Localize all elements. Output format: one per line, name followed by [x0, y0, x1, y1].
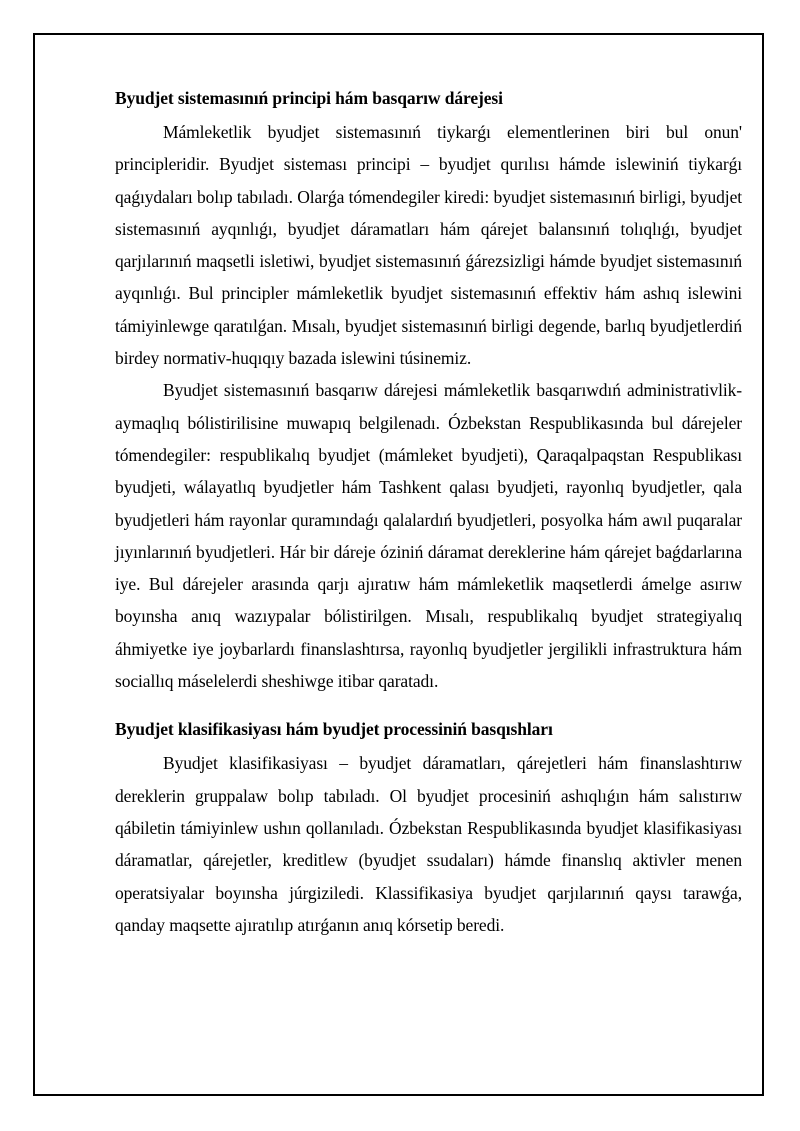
section-heading-budget-principles: Byudjet sistemasınıń principi hám basqarıw dárejesi [115, 88, 503, 108]
section-heading-budget-classification: Byudjet klasifikasiyası hám byudjet processiniń basqıshları [115, 719, 553, 740]
document-body [115, 86, 742, 941]
paragraph-budget-classification: Byudjet klasifikasiyası – byudjet dáramatları, qárejetleri hám finanslashtırıw dereklerin gruppalaw bolıp tabıladı. Ol byudjet procesiniń ashıqlıǵın hám salıstırıw qábiletin támiyinlew ushın qollanıladı. Ózbekstan Respublikasında byudjet klasifikasiyası dáramatlar, qárejetler, kreditlew (byudjet ssudaları) hámde finanslıq aktivler menen operatsiyalar boyınsha júrgiziledi. Klassifikasiya byudjet qarjılarınıń qaysı tarawǵa, qanday maqsette ajıratılıp atırǵanın anıq kórsetip beredi. [115, 753, 742, 935]
paragraph-budget-principles: Mámleketlik byudjet sistemasınıń tiykarǵı elementlerinen biri bul onun' principleridir. Byudjet sisteması principi – byudjet qurılısı hámde islewiniń tiykarǵı qaǵıydaları bolıp tabıladı. Olarǵa tómendegiler kiredi: byudjet sistemasınıń birligi, byudjet sistemasınıń ayqınlıǵı, byudjet dáramatları hám qárejet balansınıń tolıqlıǵı, byudjet qarjılarınıń maqsetli isletiwi, byudjet sistemasınıń ǵárezsizligi hámde byudjet sistemasınıń ayqınlıǵı. Bul principler mámleketlik byudjet sistemasınıń effektiv hám ashıq islewini támiyinlewge qaratılǵan. Mısalı, byudjet sistemasınıń birligi degende, barlıq byudjetlerdiń birdey normativ-huqıqıy bazada islewini túsinemiz. [115, 122, 742, 369]
paragraph-budget-levels: Byudjet sistemasınıń basqarıw dárejesi mámleketlik basqarıwdıń administrativlik-aymaqlıq bólistirilisine muwapıq belgilenadı. Ózbekstan Respublikasında bul dárejeler tómendegiler: respublikalıq byudjet (mámleket byudjeti), Qaraqalpaqstan Respublikası byudjeti, wálayatlıq byudjetler hám Tashkent qalası byudjeti, rayonlıq byudjetler, qala byudjetleri hám rayonlar quramındaǵı qalalardıń byudjetleri, posyolka hám awıl puqaralar jıyınlarınıń byudjetleri. Hár bir dáreje óziniń dáramat dereklerine hám qárejet baǵdarlarına iye. Bul dárejeler arasında qarjı ajıratıw hám mámleketlik maqsetlerdi ámelge asırıw boyınsha anıq wazıypalar bólistirilgen. Mısalı, respublikalıq byudjet strategiyalıq áhmiyetke iye joybarlardı finanslashtırsa, rayonlıq byudjetler jergilikli infrastruktura hám sociallıq máselelerdi sheshiwge itibar qaratadı. [115, 380, 742, 692]
